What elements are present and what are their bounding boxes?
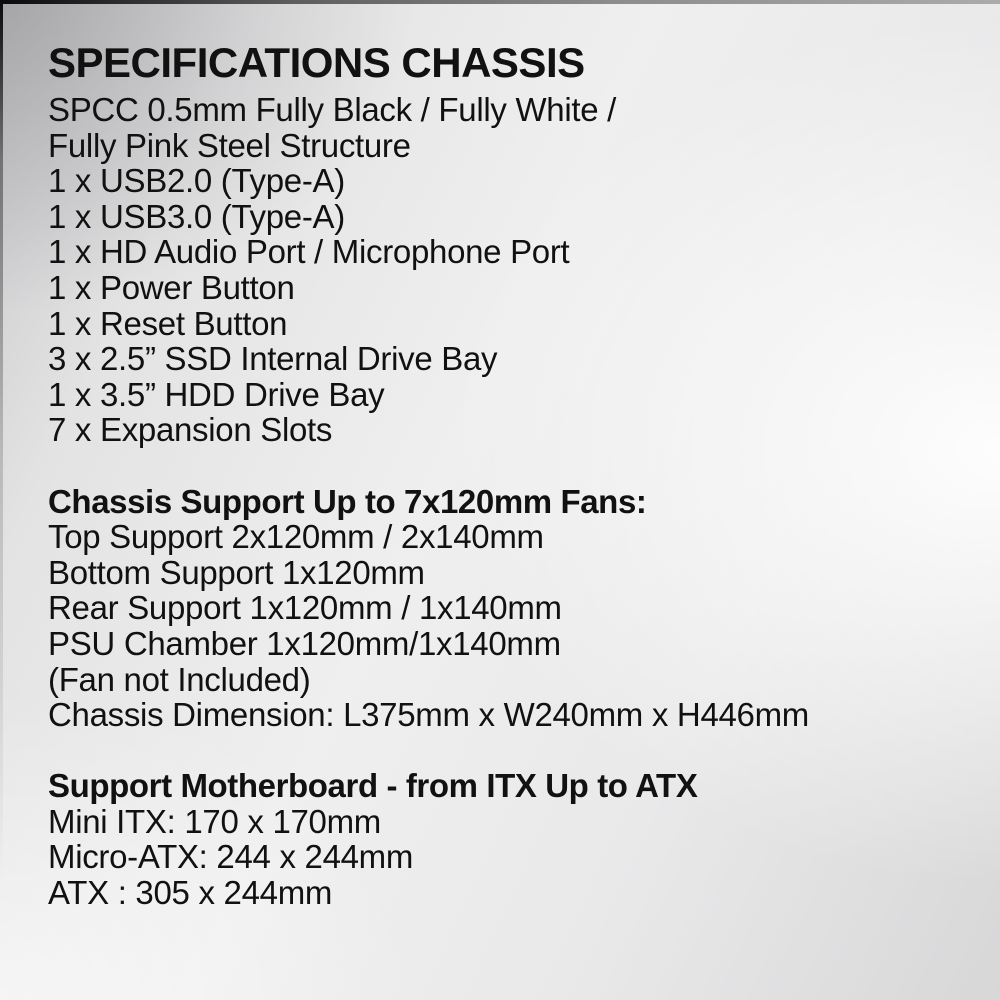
spec-line-top-fans: Top Support 2x120mm / 2x140mm bbox=[48, 518, 544, 556]
spec-line-usb2: 1 x USB2.0 (Type-A) bbox=[48, 162, 345, 200]
spec-content bbox=[48, 40, 972, 911]
page-title: SPECIFICATIONS CHASSIS bbox=[48, 39, 585, 86]
spec-line-chassis-dimension: Chassis Dimension: L375mm x W240mm x H446mm bbox=[48, 696, 809, 734]
section-heading-fans: Chassis Support Up to 7x120mm Fans: bbox=[48, 482, 647, 520]
spec-line-atx: ATX : 305 x 244mm bbox=[48, 874, 333, 912]
spec-line-micro-atx: Micro-ATX: 244 x 244mm bbox=[48, 838, 414, 876]
spec-line-fan-note: (Fan not Included) bbox=[48, 660, 311, 698]
spec-line-bottom-fans: Bottom Support 1x120mm bbox=[48, 553, 425, 591]
spec-line-ssd-bay: 3 x 2.5” SSD Internal Drive Bay bbox=[48, 340, 498, 378]
spec-line-reset-button: 1 x Reset Button bbox=[48, 304, 288, 342]
section-heading-motherboard: Support Motherboard - from ITX Up to ATX bbox=[48, 767, 698, 805]
spec-line-material-1: SPCC 0.5mm Fully Black / Fully White / bbox=[48, 91, 617, 128]
spec-line-material-2: Fully Pink Steel Structure bbox=[48, 126, 411, 164]
spec-line-rear-fans: Rear Support 1x120mm / 1x140mm bbox=[48, 589, 562, 627]
spec-line-audio: 1 x HD Audio Port / Microphone Port bbox=[48, 233, 570, 271]
top-edge-highlight bbox=[0, 0, 1000, 4]
spec-line-mini-itx: Mini ITX: 170 x 170mm bbox=[48, 802, 381, 840]
spec-line-usb3: 1 x USB3.0 (Type-A) bbox=[48, 197, 345, 235]
spec-line-hdd-bay: 1 x 3.5” HDD Drive Bay bbox=[48, 375, 385, 413]
spec-line-power-button: 1 x Power Button bbox=[48, 268, 295, 306]
left-edge-highlight bbox=[0, 0, 3, 880]
spec-line-psu-chamber-fans: PSU Chamber 1x120mm/1x140mm bbox=[48, 624, 561, 662]
spec-line-expansion-slots: 7 x Expansion Slots bbox=[48, 411, 333, 449]
